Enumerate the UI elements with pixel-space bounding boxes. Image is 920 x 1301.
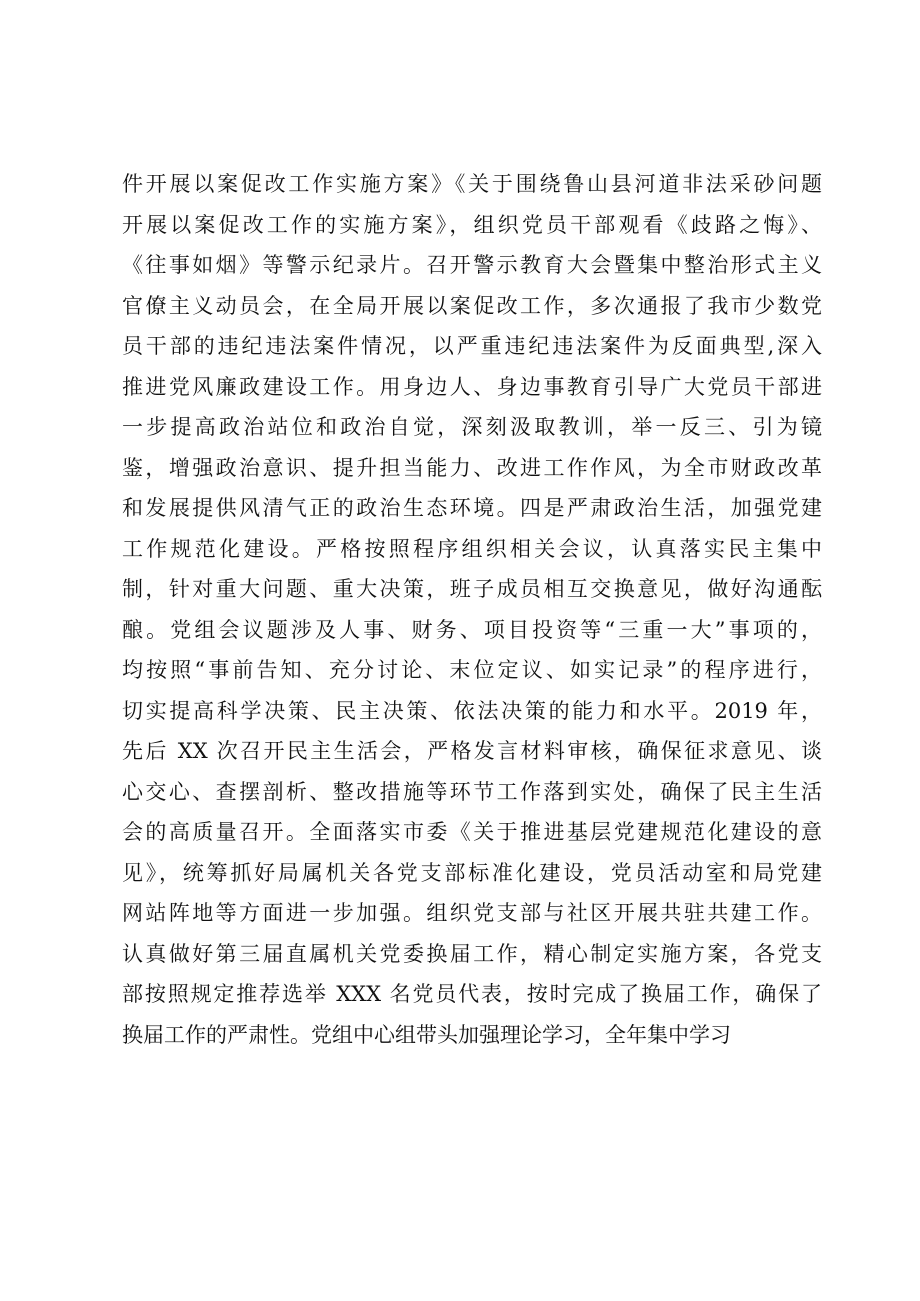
text-line: 部按照规定推荐选举 XXX 名党员代表，按时完成了换届工作，确保了 xyxy=(122,982,822,1006)
text-line: 和发展提供风清气正的政治生态环境。四是严肃政治生活，加强党建 xyxy=(122,496,822,520)
text-line: 鉴，增强政治意识、提升担当能力、改进工作作风，为全市财政改革 xyxy=(122,455,822,480)
text-line: 开展以案促改工作的实施方案》，组织党员干部观看《歧路之悔》、 xyxy=(122,212,822,237)
text-line: 心交心、查摆剖析、整改措施等环节工作落到实处，确保了民主生活 xyxy=(122,779,822,804)
text-line: 《往事如烟》等警示纪录片。召开警示教育大会暨集中整治形式主义 xyxy=(122,253,822,277)
text-line: 工作规范化建设。严格按照程序组织相关会议，认真落实民主集中 xyxy=(122,536,822,561)
text-line: 认真做好第三届直属机关党委换届工作，精心制定实施方案，各党支 xyxy=(122,941,822,966)
text-line: 一步提高政治站位和政治自觉，深刻汲取教训，举一反三、引为镜 xyxy=(122,415,822,439)
text-line: 官僚主义动员会，在全局开展以案促改工作，多次通报了我市少数党 xyxy=(122,293,822,318)
text-line: 均按照“事前告知、充分讨论、末位定议、如实记录”的程序进行， xyxy=(122,658,822,682)
text-line: 件开展以案促改工作实施方案》《关于围绕鲁山县河道非法采砂问题 xyxy=(122,172,822,196)
text-line: 员干部的违纪违法案件情况，以严重违纪违法案件为反面典型,深入 xyxy=(122,334,822,358)
text-line: 推进党风廉政建设工作。用身边人、身边事教育引导广大党员干部进 xyxy=(122,374,822,399)
text-line: 换届工作的严肃性。党组中心组带头加强理论学习，全年集中学习 xyxy=(122,1022,731,1047)
text-line: 制，针对重大问题、重大决策，班子成员相互交换意见，做好沟通酝 xyxy=(122,577,822,601)
text-line: 酿。党组会议题涉及人事、财务、项目投资等“三重一大”事项的， xyxy=(122,617,822,642)
text-line: 切实提高科学决策、民主决策、依法决策的能力和水平。2019 年， xyxy=(122,698,822,723)
text-line: 见》，统筹抓好局属机关各党支部标准化建设，党员活动室和局党建 xyxy=(122,860,822,885)
text-line: 会的高质量召开。全面落实市委《关于推进基层党建规范化建设的意 xyxy=(122,820,822,844)
text-line: 先后 XX 次召开民主生活会，严格发言材料审核，确保征求意见、谈 xyxy=(122,739,822,763)
text-line: 网站阵地等方面进一步加强。组织党支部与社区开展共驻共建工作。 xyxy=(122,901,822,925)
body-paragraph xyxy=(122,164,822,1055)
